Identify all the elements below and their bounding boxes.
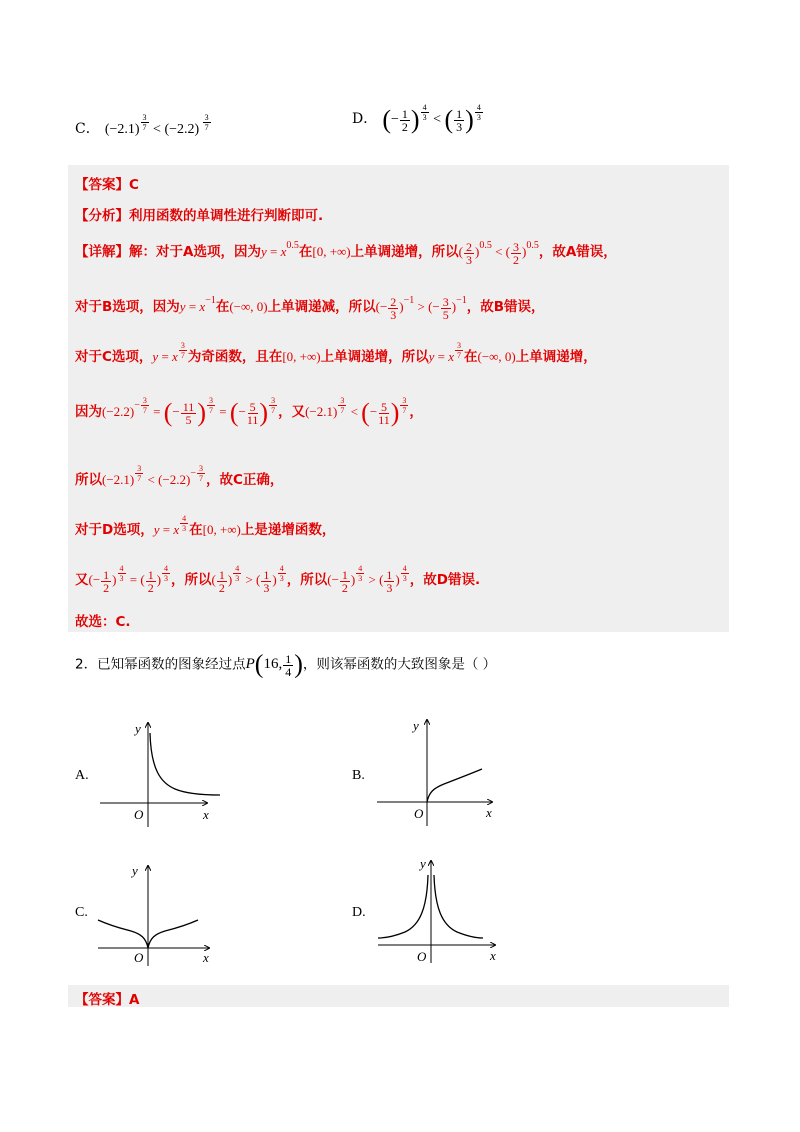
formula-d2-b: ( $\frac{1}{2}$ ) $^{\frac{4}{3}}$ > ( $\frac{1}{3}$ ) $^{\frac{4}{3}}$ bbox=[211, 564, 284, 595]
formula-d2-c: (− $\frac{1}{2}$ ) $^{\frac{4}{3}}$ > ( $\frac{1}{3}$ ) $^{\frac{4}{3}}$ bbox=[327, 564, 407, 595]
power-curve bbox=[427, 769, 482, 802]
detail-b-text-4: ，故B错误， bbox=[466, 299, 545, 315]
option-c-row bbox=[75, 113, 212, 140]
interval-neg-inf-0-c: (−∞, 0) bbox=[477, 349, 516, 364]
detail-a-text-3: 上单调递增，所以 bbox=[350, 244, 459, 260]
origin-label: O bbox=[134, 950, 144, 965]
detail-d2-text-1: 又 bbox=[75, 572, 89, 588]
detail-c-line bbox=[75, 341, 597, 368]
formula-y-x05: $y = x^{0.5}$ bbox=[260, 240, 299, 259]
detail-b-text-1: 对于B选项，因为 bbox=[75, 299, 180, 315]
y-axis-label: y bbox=[132, 863, 138, 878]
formula-y-x-1: $y = x^{-1}$ bbox=[179, 295, 216, 314]
graph-c[interactable] bbox=[95, 858, 220, 968]
inequality-b: (− $\frac{2}{3}$ )$^{-1}$ > (− $\frac{3}{5}$ )$^{-1}$ bbox=[375, 294, 467, 322]
graph-b[interactable] bbox=[372, 712, 502, 830]
question-text-2: ，则该幂函数的大致图象是（ ） bbox=[302, 656, 497, 673]
question-number: 2． bbox=[75, 656, 98, 673]
detail-d2-text-3: ，所以 bbox=[286, 572, 328, 588]
point-x: 16 bbox=[263, 656, 279, 673]
x-axis-label: x bbox=[490, 948, 496, 963]
interval-0-inf: [0, +∞) bbox=[312, 244, 351, 259]
question-2-stem bbox=[75, 650, 496, 680]
detail-c3-text-1: 所以 bbox=[75, 472, 102, 488]
answer-2-value: A bbox=[129, 992, 140, 1008]
detail-a-text-1: 解：对于A选项，因为 bbox=[129, 244, 261, 260]
analysis-text: 利用函数的单调性进行判断即可. bbox=[129, 208, 324, 224]
point-y-den: 4 bbox=[285, 664, 292, 679]
answer-2-line bbox=[75, 988, 139, 1008]
graph-a[interactable] bbox=[95, 715, 220, 830]
option-d-row bbox=[352, 105, 484, 135]
detail-c2-text-3: ， bbox=[409, 403, 423, 420]
answer-line bbox=[75, 173, 139, 193]
graph-d-label[interactable]: D. bbox=[352, 905, 366, 920]
detail-d2-text-2: ，所以 bbox=[171, 572, 212, 588]
origin-label: O bbox=[417, 949, 427, 964]
detail-c3-text-2: ，故C正确， bbox=[205, 472, 284, 488]
detail-a-text-4: ，故A错误， bbox=[538, 244, 617, 260]
detail-a-line bbox=[75, 240, 617, 266]
detail-label: 【详解】 bbox=[75, 244, 129, 260]
answer-value: C bbox=[129, 177, 139, 193]
formula-y-x37: y = x $^{\frac{3}{7}}$ bbox=[152, 341, 185, 364]
point-p: P(16, $\frac{1}{4}$ ) bbox=[245, 650, 303, 679]
detail-d2-text-4: ，故D错误. bbox=[409, 572, 481, 588]
option-d-label: D． bbox=[352, 111, 378, 128]
power-curve bbox=[150, 733, 220, 795]
graph-c-label[interactable]: C. bbox=[75, 905, 88, 920]
answer-label: 【答案】 bbox=[75, 177, 129, 193]
analysis-label: 【分析】 bbox=[75, 208, 129, 224]
detail-d2-line bbox=[75, 564, 481, 595]
interval-neg-inf-0: (−∞, 0) bbox=[229, 299, 268, 314]
x-axis-label: x bbox=[203, 950, 209, 965]
graph-b-label[interactable]: B. bbox=[352, 768, 365, 783]
x-axis-label: x bbox=[203, 807, 209, 822]
y-axis-label: y bbox=[135, 721, 141, 736]
y-axis-label: y bbox=[420, 856, 426, 871]
point-y-num: 1 bbox=[285, 651, 292, 666]
detail-b-text-3: 上单调递减，所以 bbox=[267, 299, 376, 315]
inequality-a: ( $\frac{2}{3}$ )$^{0.5}$ < ( $\frac{3}{2}$ )$^{0.5}$ bbox=[458, 239, 539, 267]
detail-c2-text-2: ，又 bbox=[278, 403, 306, 420]
detail-c-text-5: 上单调递增， bbox=[515, 349, 597, 365]
power-curve-left bbox=[378, 875, 428, 938]
detail-b-line bbox=[75, 295, 545, 321]
detail-d-text-1: 对于D选项， bbox=[75, 522, 154, 538]
power-curve-right bbox=[148, 920, 198, 948]
formula-y-x43: y = x $^{\frac{4}{3}}$ bbox=[153, 514, 187, 537]
detail-b-text-2: 在 bbox=[215, 299, 230, 315]
detail-d-line bbox=[75, 514, 336, 541]
y-axis-label: y bbox=[413, 718, 419, 733]
option-c-label: C． bbox=[75, 121, 100, 137]
graph-d[interactable] bbox=[375, 853, 505, 965]
answer-2-block bbox=[68, 985, 729, 1007]
detail-c-text-4: 在 bbox=[464, 349, 478, 365]
interval-0-inf-d: [0, +∞) bbox=[202, 522, 241, 537]
conclusion-line bbox=[75, 610, 131, 630]
detail-c-text-1: 对于C选项， bbox=[75, 349, 153, 365]
formula-c2-compare: (−2.1) $^{\frac{3}{7}}$ < (− $\frac{5}{11}$ ) $^{\frac{3}{7}}$ bbox=[305, 396, 407, 427]
interval-0-inf-c: [0, +∞) bbox=[282, 349, 321, 364]
analysis-line bbox=[75, 204, 323, 224]
origin-label: O bbox=[134, 807, 144, 822]
formula-y-x37-b: y = x $^{\frac{3}{7}}$ bbox=[428, 341, 461, 364]
option-d-formula: (− $\frac{1}{2}$ ) $^{\frac{4}{3}}$ < ( $\frac{1}{3}$ ) $^{\frac{4}{3}}$ bbox=[382, 103, 481, 134]
question-text-1: 已知幂函数的图象经过点 bbox=[97, 656, 246, 673]
detail-c2-text-1: 因为 bbox=[75, 403, 102, 420]
formula-c2-chain: $(-2.2)^{- \frac{3}{7}}$ = (− $\frac{11}{5}$ ) $^{\frac{3}{7}}$ = (− $\frac{5}{11}$ ) $^{\frac{3}{7}}$ bbox=[102, 396, 276, 427]
conclusion-text: 故选：C. bbox=[75, 614, 131, 630]
graph-a-label[interactable]: A. bbox=[75, 768, 89, 783]
detail-c2-line bbox=[75, 398, 423, 428]
detail-c-text-3: 上单调递增，所以 bbox=[320, 349, 429, 365]
detail-d-text-2: 在 bbox=[189, 522, 203, 538]
power-curve-left bbox=[98, 920, 148, 948]
point-name: P bbox=[245, 656, 255, 673]
detail-d-text-3: 上是递增函数， bbox=[240, 522, 336, 538]
formula-d2-a: (− $\frac{1}{2}$ ) $^{\frac{4}{3}}$ = ( $\frac{1}{2}$ ) $^{\frac{4}{3}}$ bbox=[88, 564, 169, 595]
x-axis-label: x bbox=[486, 805, 492, 820]
formula-c3: (−2.1) $^{\frac{3}{7}}$ < $(-2.2)^{- \frac{3}{7}}$ bbox=[102, 464, 203, 487]
detail-c3-line bbox=[75, 464, 284, 491]
origin-label: O bbox=[414, 806, 424, 821]
power-curve-right bbox=[434, 875, 483, 938]
answer-2-label: 【答案】 bbox=[75, 992, 129, 1008]
option-c-formula: (−2.1) $^{\frac{3}{7}}$ < (−2.2) $^{\frac{3}{7}}$ bbox=[104, 113, 209, 137]
detail-a-text-2: 在 bbox=[298, 244, 313, 260]
detail-c-text-2: 为奇函数，且在 bbox=[187, 349, 283, 365]
